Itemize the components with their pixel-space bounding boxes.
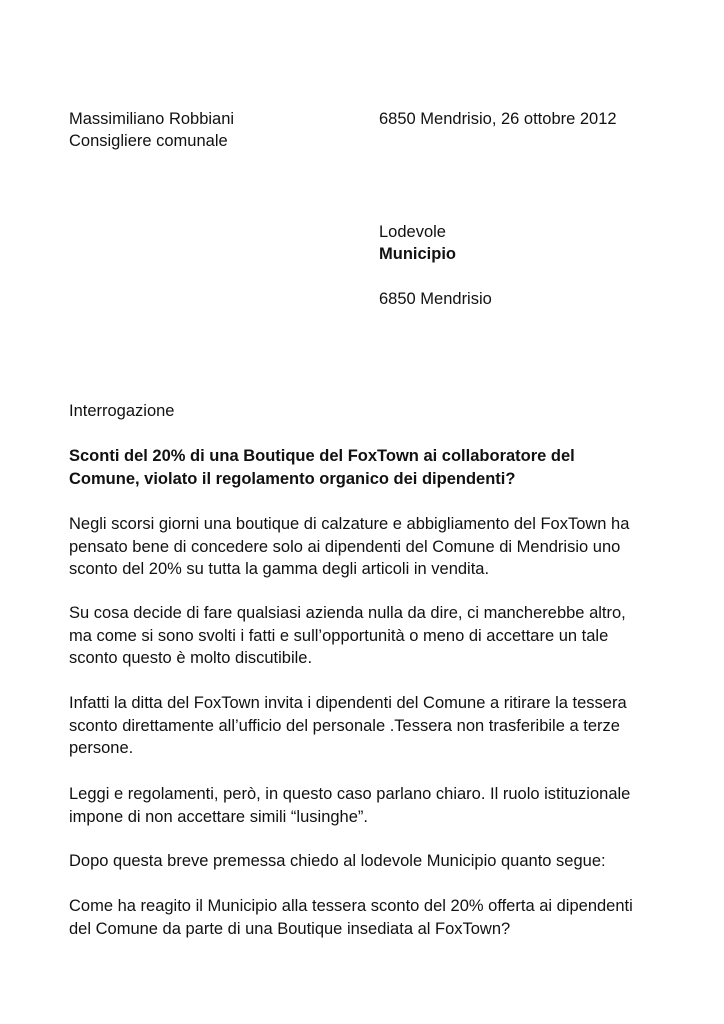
paragraph-line: impone di non accettare simili “lusinghe”. xyxy=(69,807,368,826)
paragraph xyxy=(69,692,669,760)
paragraph xyxy=(69,895,669,940)
paragraph-line: persone. xyxy=(69,739,134,757)
paragraph-line: Dopo questa breve premessa chiedo al lodevole Municipio quanto segue: xyxy=(69,852,606,870)
document-type: Interrogazione xyxy=(69,402,175,420)
paragraph-line: Leggi e regolamenti, però, in questo caso parlano chiaro. Il ruolo istituzionale xyxy=(69,785,631,803)
subject-line: Sconti del 20% di una Boutique del FoxTown ai collaboratore del xyxy=(69,447,575,465)
paragraph-line: Infatti la ditta del FoxTown invita i dipendenti del Comune a ritirare la tessera xyxy=(69,694,627,712)
sender-role: Consigliere comunale xyxy=(69,132,228,150)
recipient-address: 6850 Mendrisio xyxy=(379,290,492,308)
paragraph-line: Su cosa decide di fare qualsiasi azienda nulla da dire, ci mancherebbe altro, xyxy=(69,604,626,622)
paragraph xyxy=(69,850,669,873)
recipient-name: Municipio xyxy=(379,245,456,263)
paragraph-line: Negli scorsi giorni una boutique di calzature e abbigliamento del FoxTown ha xyxy=(69,515,630,533)
sender-name: Massimiliano Robbiani xyxy=(69,110,235,128)
paragraph-line: del Comune da parte di una Boutique insediata al FoxTown? xyxy=(69,919,511,938)
paragraph xyxy=(69,783,669,828)
paragraph-line: sconto del 20% su tutta la gamma degli articoli in vendita. xyxy=(69,560,490,578)
paragraph xyxy=(69,602,669,670)
paragraph xyxy=(69,513,669,581)
paragraph-line: ma come si sono svolti i fatti e sull’opportunità o meno di accettare un tale xyxy=(69,626,609,645)
paragraph-line: sconto direttamente all’ufficio del personale .Tessera non trasferibile a terze xyxy=(69,716,620,735)
paragraph-line: sconto questo è molto discutibile. xyxy=(69,649,313,667)
subject-line: Comune, violato il regolamento organico dei dipendenti? xyxy=(69,469,516,488)
paragraph-line: pensato bene di concedere solo ai dipendenti del Comune di Mendrisio uno xyxy=(69,537,621,556)
paragraph-line: Come ha reagito il Municipio alla tessera sconto del 20% offerta ai dipendenti xyxy=(69,897,633,915)
subject-heading xyxy=(69,445,669,490)
recipient-salutation: Lodevole xyxy=(379,223,446,241)
place-date: 6850 Mendrisio, 26 ottobre 2012 xyxy=(379,110,617,128)
